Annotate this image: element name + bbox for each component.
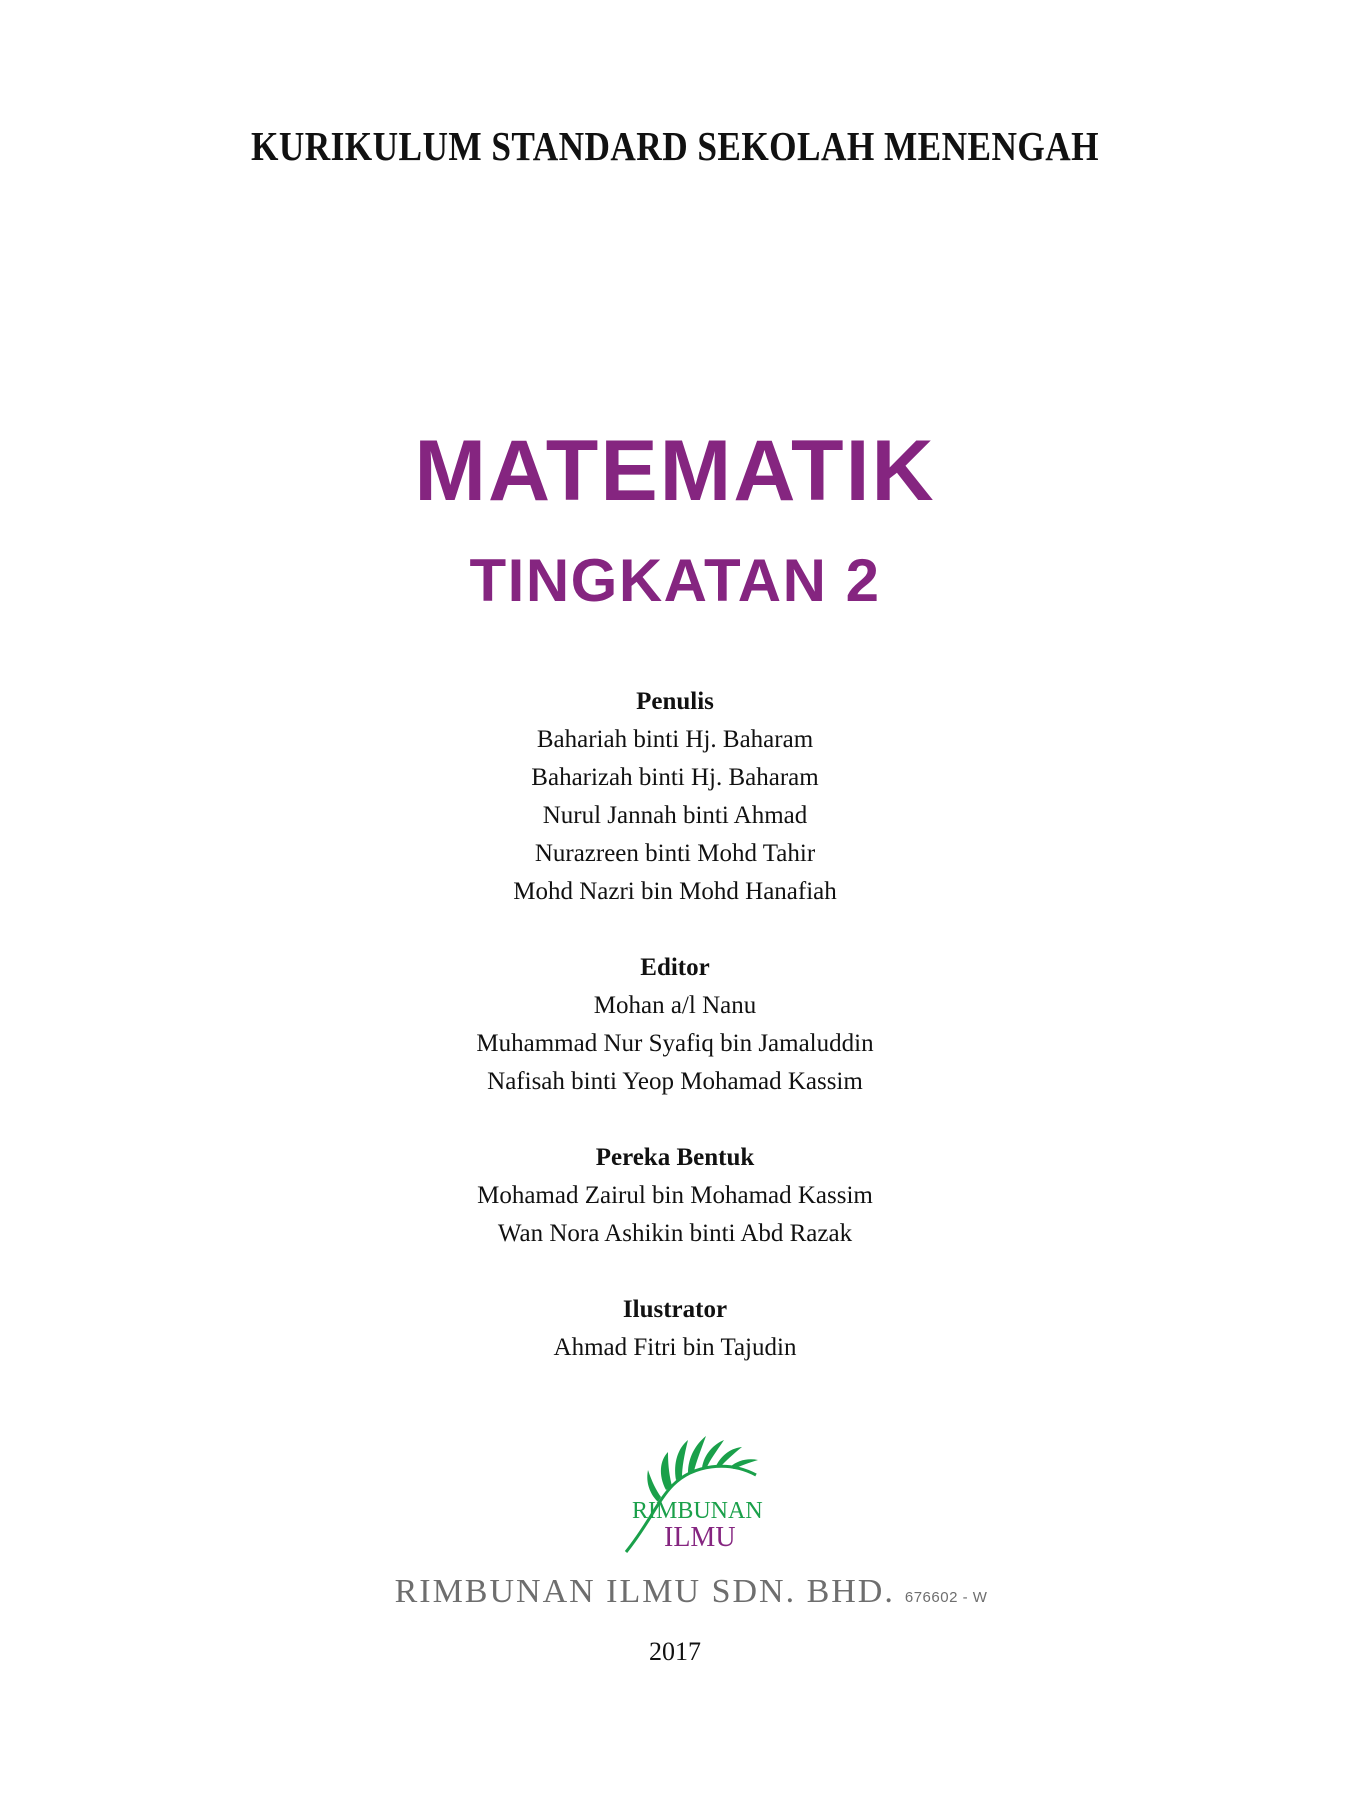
credit-name: Bahariah binti Hj. Baharam xyxy=(536,726,814,753)
credit-heading: Editor xyxy=(640,954,710,981)
curriculum-heading: KURIKULUM STANDARD SEKOLAH MENENGAH xyxy=(251,123,1099,169)
logo-text-ilmu: ILMU xyxy=(664,1522,736,1553)
palm-leaf-icon xyxy=(618,1430,768,1560)
credit-name: Mohan a/l Nanu xyxy=(593,992,757,1019)
publisher-registration: 676602 - W xyxy=(904,1589,988,1606)
credit-heading: Ilustrator xyxy=(622,1296,728,1323)
logo-text-rimbunan: RIMBUNAN xyxy=(632,1498,763,1524)
credits-pereka-bentuk xyxy=(0,1139,1350,1253)
credits-editor xyxy=(0,949,1350,1101)
publisher-name: RIMBUNAN ILMU SDN. BHD. xyxy=(394,1573,895,1610)
publisher-line xyxy=(0,1573,1350,1611)
publisher-logo xyxy=(618,1430,768,1560)
book-subtitle: TINGKATAN 2 xyxy=(469,547,881,614)
credit-name: Nurazreen binti Mohd Tahir xyxy=(534,840,816,867)
publication-year: 2017 xyxy=(649,1637,701,1666)
credit-name: Nurul Jannah binti Ahmad xyxy=(542,802,808,829)
credit-name: Baharizah binti Hj. Baharam xyxy=(531,764,819,791)
credit-name: Ahmad Fitri bin Tajudin xyxy=(553,1334,797,1361)
credit-heading: Pereka Bentuk xyxy=(595,1144,755,1171)
credit-heading: Penulis xyxy=(636,688,714,715)
credits-penulis xyxy=(0,683,1350,911)
credit-name: Wan Nora Ashikin binti Abd Razak xyxy=(497,1220,853,1247)
credit-name: Nafisah binti Yeop Mohamad Kassim xyxy=(487,1068,863,1095)
book-title: MATEMATIK xyxy=(414,423,936,519)
credit-name: Mohd Nazri bin Mohd Hanafiah xyxy=(513,878,837,905)
credits-block xyxy=(0,683,1350,1405)
credit-name: Mohamad Zairul bin Mohamad Kassim xyxy=(477,1182,873,1209)
credits-ilustrator xyxy=(0,1291,1350,1367)
credit-name: Muhammad Nur Syafiq bin Jamaluddin xyxy=(476,1030,874,1057)
